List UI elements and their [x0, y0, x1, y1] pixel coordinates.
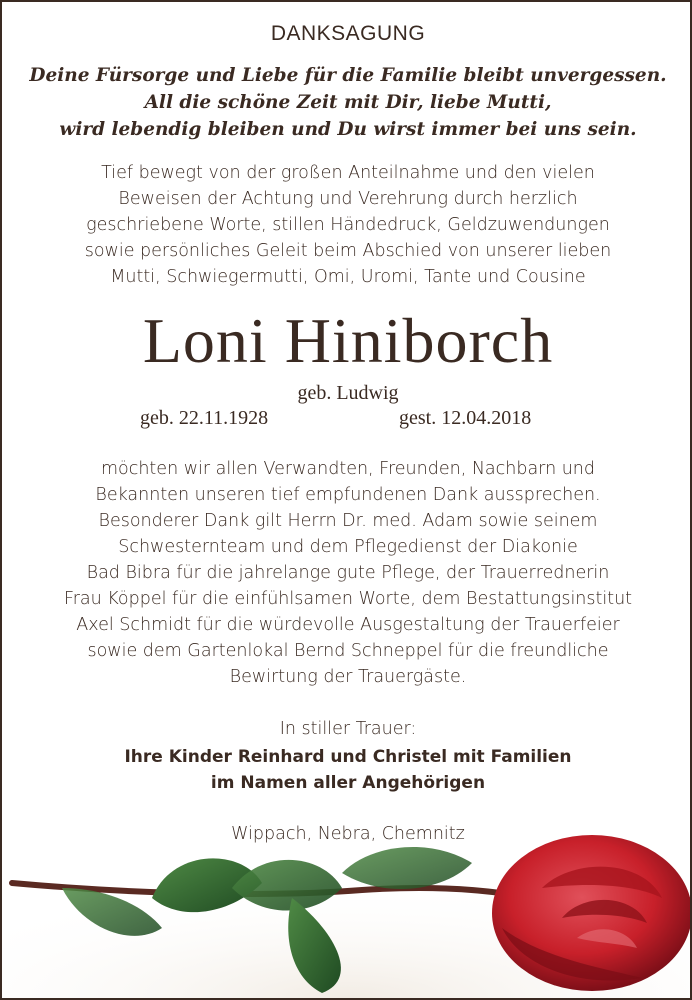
mourners-line-2: im Namen aller Angehörigen: [210, 773, 486, 793]
deceased-name: Loni Hiniborch: [142, 305, 554, 376]
thanks-line-2: Bekannten unseren tief empfundenen Dank aussprechen.: [95, 485, 601, 505]
thanks-line-4: Schwesternteam und dem Pflegedienst der Diakonie: [118, 537, 578, 557]
intro-line-5: Mutti, Schwiegermutti, Omi, Uromi, Tante und Cousine: [110, 267, 586, 287]
death-date: gest. 12.04.2018: [399, 407, 532, 429]
thanks-line-3: Besonderer Dank gilt Herrn Dr. med. Adam sowie seinem: [98, 511, 598, 531]
heading: DANKSAGUNG: [270, 22, 426, 45]
intro-line-3: geschriebene Worte, stillen Händedruck, Geldzuwendungen: [86, 215, 610, 235]
intro-line-1: Tief bewegt von der großen Anteilnahme und den vielen: [101, 163, 595, 183]
poem-line-3: wird lebendig bleiben und Du wirst immer bei uns sein.: [59, 119, 637, 140]
thanks-line-5: Bad Bibra für die jahrelange gute Pflege, der Trauerrednerin: [86, 563, 610, 583]
mourning-label: In stiller Trauer:: [279, 719, 417, 739]
rose-illustration: [2, 828, 692, 998]
birth-name: geb. Ludwig: [297, 382, 399, 404]
rose-head: [492, 835, 692, 991]
thanks-line-7: Axel Schmidt für die würdevolle Ausgestaltung der Trauerfeier: [76, 615, 620, 635]
poem-line-2: All die schöne Zeit mit Dir, liebe Mutti,: [144, 92, 552, 113]
thanks-line-1: möchten wir allen Verwandten, Freunden, Nachbarn und: [100, 459, 596, 479]
intro-line-4: sowie persönliches Geleit beim Abschied von unserer lieben: [84, 241, 612, 261]
mourners-line-1: Ihre Kinder Reinhard und Christel mit Familien: [124, 747, 572, 767]
thanks-line-6: Frau Köppel für die einfühlsamen Worte, dem Bestattungsinstitut: [63, 589, 633, 609]
intro-line-2: Beweisen der Achtung und Verehrung durch herzlich: [118, 189, 578, 209]
poem-line-1: Deine Fürsorge und Liebe für die Familie bleibt unvergessen.: [29, 65, 667, 86]
birth-date: geb. 22.11.1928: [140, 407, 269, 429]
thanks-line-9: Bewirtung der Trauergäste.: [229, 667, 467, 687]
thanks-line-8: sowie dem Gartenlokal Bernd Schneppel für die freundliche: [87, 641, 609, 661]
